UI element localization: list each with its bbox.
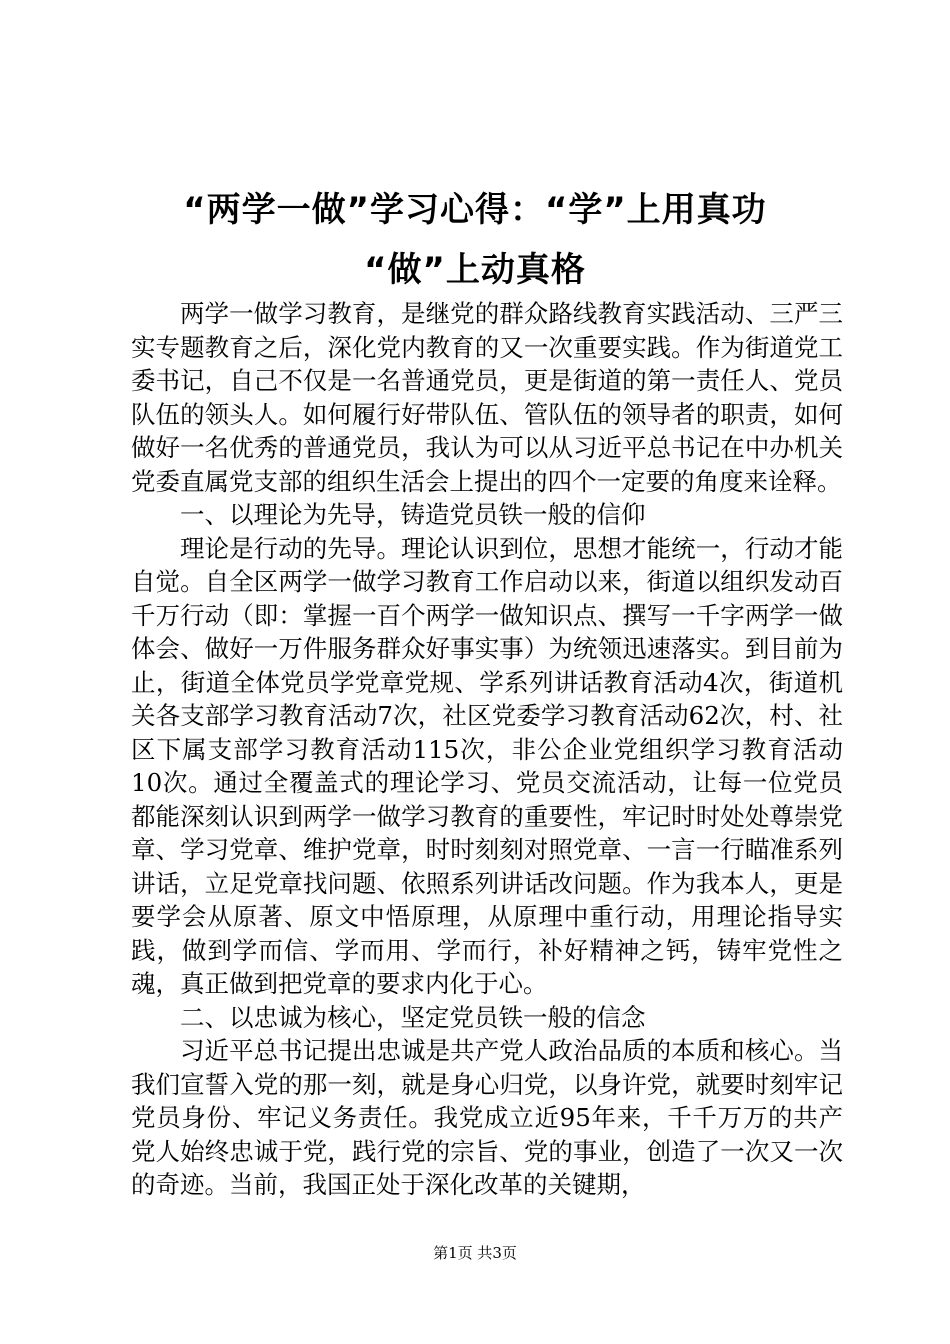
body-paragraph-intro: 两学一做学习教育，是继党的群众路线教育实践活动、三严三实专题教育之后，深化党内教育的又一次重要实践。作为街道党工委书记，自己不仅是一名普通党员，更是街道的第一责任人、党员队伍的领头人。如何履行好带队伍、管队伍的领导者的职责，如何做好一名优秀的普通党员，我认为可以从习近平总书记在中办机关党委直属党支部的组织生活会上提出的四个一定要的角度来诠释。 bbox=[131, 299, 843, 496]
body-paragraph-section-1: 理论是行动的先导。理论认识到位，思想才能统一，行动才能自觉。自全区两学一做学习教育工作启动以来，街道以组织发动百千万行动（即：掌握一百个两学一做知识点、撰写一千字两学一做体会、做好一万件服务群众好事实事）为统领迅速落实。到目前为止，街道全体党员学党章党规、学系列讲话教育活动4次，街道机关各支部学习教育活动7次，社区党委学习教育活动62次，村、社区下属支部学习教育活动115次，非公企业党组织学习教育活动10次。通过全覆盖式的理论学习、党员交流活动，让每一位党员都能深刻认识到两学一做学习教育的重要性，牢记时时处处尊崇党章、学习党章、维护党章，时时刻刻对照党章、一言一行瞄准系列讲话，立足党章找问题、依照系列讲话改问题。作为我本人，更是要学会从原著、原文中悟原理，从原理中重行动，用理论指导实践，做到学而信、学而用、学而行，补好精神之钙，铸牢党性之魂，真正做到把党章的要求内化于心。 bbox=[131, 533, 843, 998]
section-heading-1: 一、以理论为先导，铸造党员铁一般的信仰 bbox=[180, 500, 646, 529]
page-footer: 第1页 共3页 bbox=[433, 1244, 517, 1262]
document-title-line-2: “做”上动真格 bbox=[364, 250, 586, 290]
document-title-line-1: “两学一做”学习心得：“学”上用真功 bbox=[183, 190, 767, 230]
document-body bbox=[131, 297, 843, 1202]
body-paragraph-section-2: 习近平总书记提出忠诚是共产党人政治品质的本质和核心。当我们宣誓入党的那一刻，就是身心归党，以身许党，就要时刻牢记党员身份、牢记义务责任。我党成立近95年来，千千万万的共产党人始终忠诚于党，践行党的宗旨、党的事业，创造了一次又一次的奇迹。当前，我国正处于深化改革的关键期， bbox=[131, 1036, 843, 1199]
section-heading-2: 二、以忠诚为核心，坚定党员铁一般的信念 bbox=[180, 1002, 646, 1032]
